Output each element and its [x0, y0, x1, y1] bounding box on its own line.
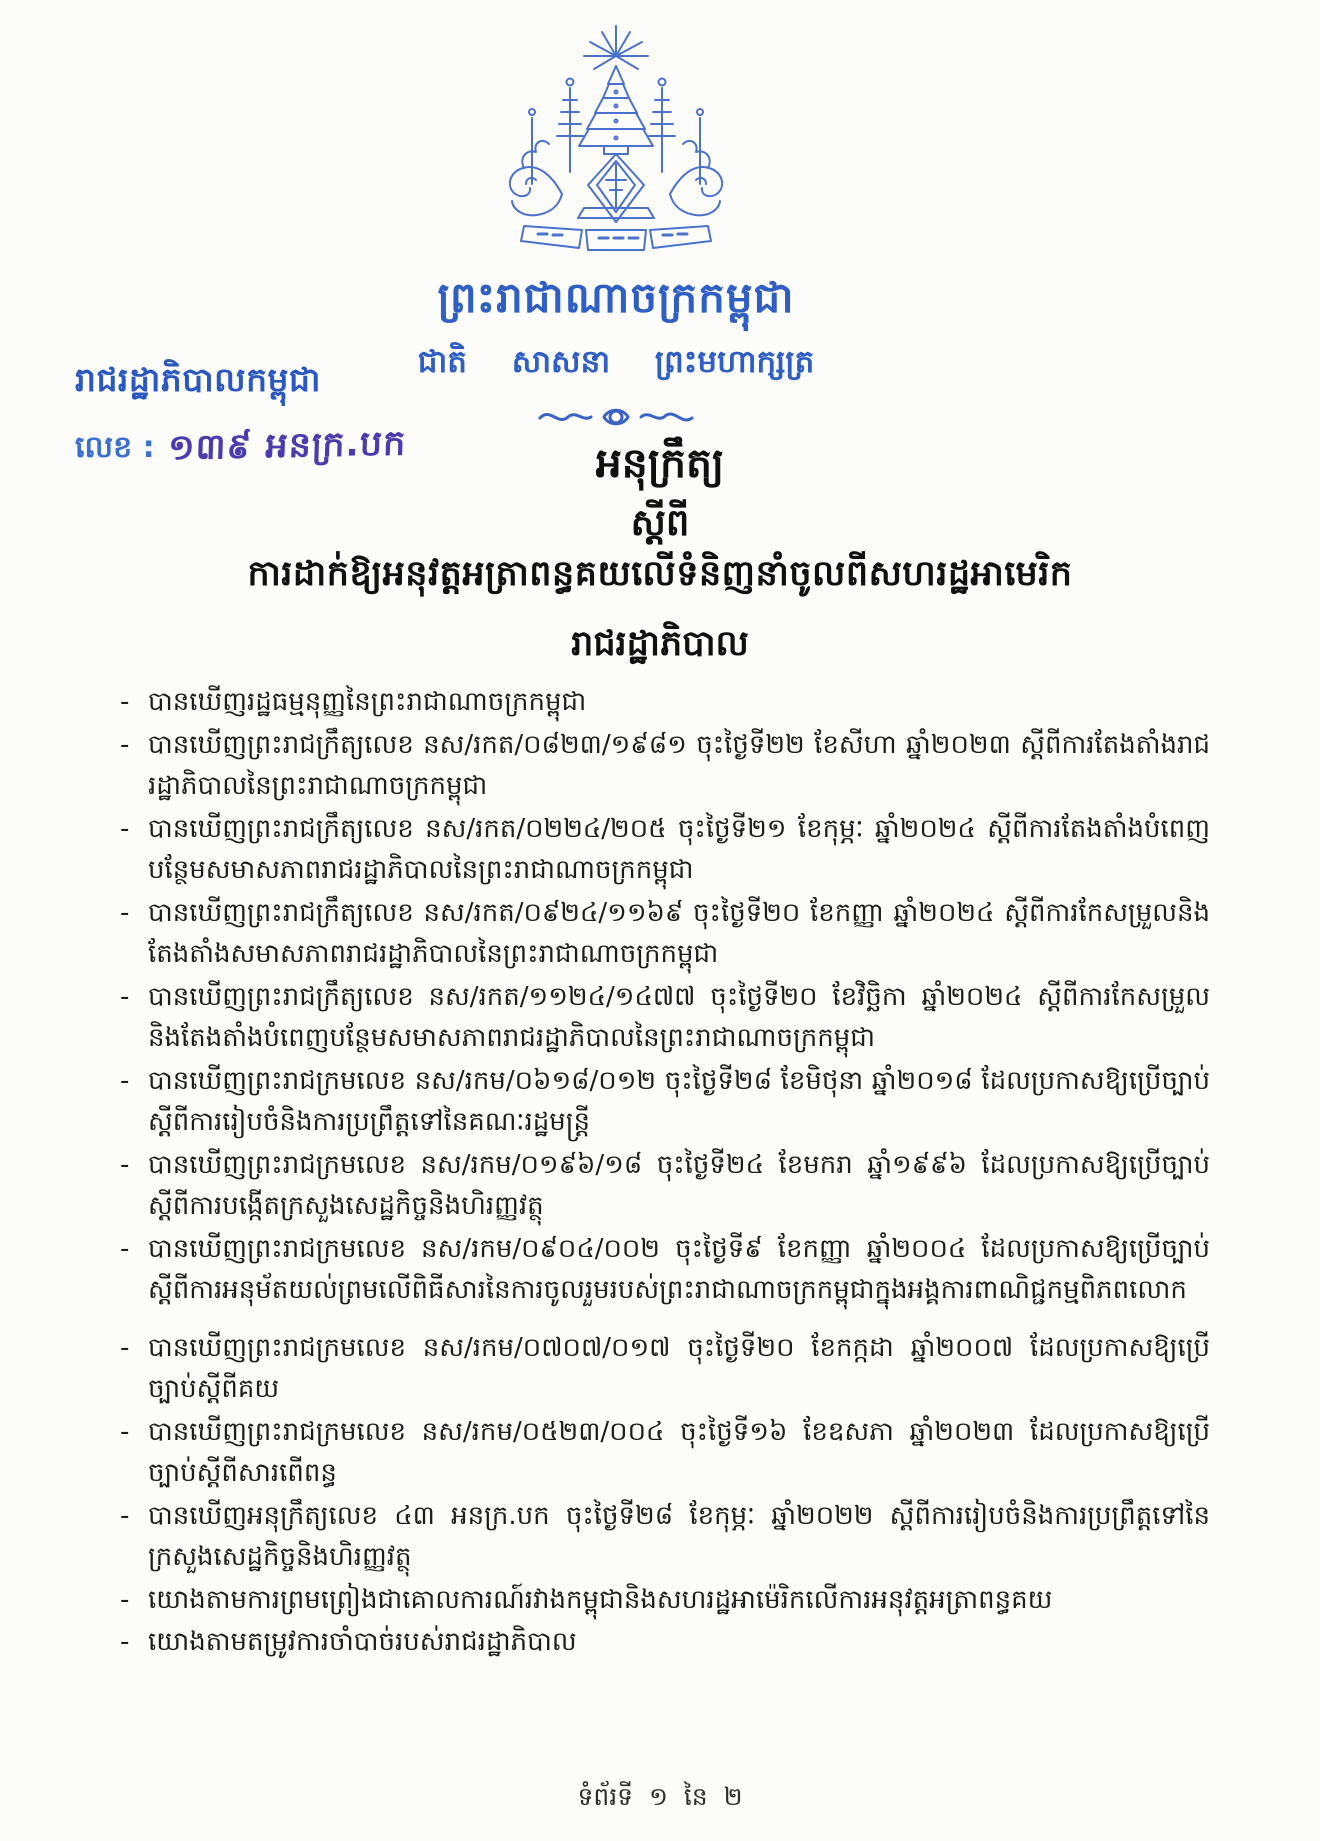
divider-flourish-icon	[536, 404, 696, 430]
citation-text: បានឃើញព្រះរាជក្រមលេខ នស/រកម/០១៩៦/១៨ ចុះថ្ងៃទី២៤ ខែមករា ឆ្នាំ១៩៩៦ ដែលប្រកាសឱ្យប្រើច្បាប់ស្តីពីការបង្កើតក្រសួងសេដ្ឋកិច្ចនិងហិរញ្ញវត្ថុ	[148, 1149, 1210, 1221]
citation-text: បានឃើញព្រះរាជក្រមលេខ នស/រកម/០៩០៤/០០២ ចុះថ្ងៃទី៩ ខែកញ្ញា ឆ្នាំ២០០៤ ដែលប្រកាសឱ្យប្រើច្បាប់ស្តីពីការអនុម័តយល់ព្រមលើពិធីសារនៃការចូលរួមរបស់ព្រះរាជាណាចក្រកម្ពុជាក្នុងអង្គការពាណិជ្ជកម្មពិភពលោក	[148, 1233, 1210, 1305]
citation-text: បានឃើញព្រះរាជក្រឹត្យលេខ នស/រកត/១១២៤/១៤៧៧ ចុះថ្ងៃទី២០ ខែវិច្ឆិកា ឆ្នាំ២០២៤ ស្តីពីការកែសម្រួលនិងតែងតាំងបំពេញបន្ថែមសមាសភាពរាជរដ្ឋាភិបាលនៃព្រះរាជាណាចក្រកម្ពុជា	[148, 981, 1210, 1053]
citation-text: បានឃើញព្រះរាជក្រមលេខ នស/រកម/០៧០៧/០១៧ ចុះថ្ងៃទី២០ ខែកក្កដា ឆ្នាំ២០០៧ ដែលប្រកាសឱ្យប្រើច្បាប់ស្តីពីគយ	[148, 1332, 1210, 1404]
left-standard-icon	[557, 79, 583, 173]
citation-text: បានឃើញព្រះរាជក្រមលេខ នស/រកម/០៦១៨/០១២ ចុះថ្ងៃទី២៨ ខែមិថុនា ឆ្នាំ២០១៨ ដែលប្រកាសឱ្យប្រើច្បាប់ស្តីពីការរៀបចំនិងការប្រព្រឹត្តទៅនៃគណៈរដ្ឋមន្ត្រី	[148, 1065, 1210, 1137]
citation-item	[118, 1622, 1210, 1664]
citation-item	[118, 1580, 1210, 1622]
citation-text: បានឃើញព្រះរាជក្រឹត្យលេខ នស/រកត/០៩២៤/១១៦៩ ចុះថ្ងៃទី២០ ខែកញ្ញា ឆ្នាំ២០២៤ ស្តីពីការកែសម្រួលនិងតែងតាំងសមាសភាពរាជរដ្ឋាភិបាលនៃព្រះរាជាណាចក្រកម្ពុជា	[148, 897, 1210, 969]
number-label: លេខ :	[75, 430, 155, 465]
citation-item	[118, 725, 1210, 808]
citation-bullet: -	[120, 1584, 130, 1615]
citation-item	[118, 977, 1210, 1060]
citation-text: យោងតាមតម្រូវការចាំបាច់របស់រាជរដ្ឋាភិបាល	[148, 1627, 577, 1657]
citation-item	[118, 682, 1210, 724]
citation-bullet: -	[120, 981, 130, 1012]
rays-icon	[584, 26, 648, 69]
page-footer	[0, 1782, 1320, 1818]
citation-bullet: -	[120, 813, 130, 844]
page-indicator: ទំព័រទី ១ នៃ ២	[577, 1782, 743, 1811]
citation-item	[118, 1496, 1210, 1579]
citation-bullet: -	[120, 1233, 130, 1264]
document-type-title: អនុក្រឹត្យ	[595, 439, 725, 487]
royal-arms-emblem-icon	[466, 22, 766, 267]
citation-bullet: -	[120, 897, 130, 928]
citation-item	[118, 893, 1210, 976]
regarding-label: ស្តីពី	[630, 501, 690, 544]
right-standard-icon	[649, 79, 675, 173]
citation-item	[118, 1229, 1210, 1312]
citation-text: បានឃើញព្រះរាជក្រឹត្យលេខ នស/រកត/០៨២៣/១៩៨១ ចុះថ្ងៃទី២២ ខែសីហា ឆ្នាំ២០២៣ ស្តីពីការតែងតាំងរាជរដ្ឋាភិបាលនៃព្រះរាជាណាចក្រកម្ពុជា	[148, 729, 1210, 801]
citation-bullet: -	[120, 1065, 130, 1096]
citation-bullet: -	[120, 1500, 130, 1531]
citation-bullet: -	[120, 687, 130, 717]
citation-item	[118, 1145, 1210, 1228]
citation-item	[118, 1328, 1210, 1411]
issuer-heading: រាជរដ្ឋាភិបាល	[571, 624, 749, 664]
citation-bullet: -	[120, 1332, 130, 1363]
handwritten-document-number: ១៣៩ អនក្រ.បក	[167, 423, 407, 469]
kingdom-title: ព្រះរាជាណាចក្រកម្ពុជា	[437, 273, 795, 322]
citation-text: បានឃើញព្រះរាជក្រឹត្យលេខ នស/រកត/០២២៤/២០៥ ចុះថ្ងៃទី២១ ខែកុម្ភៈ ឆ្នាំ២០២៤ ស្តីពីការតែងតាំងបំពេញបន្ថែមសមាសភាពរាជរដ្ឋាភិបាលនៃព្រះរាជាណាចក្រកម្ពុជា	[148, 813, 1210, 885]
citation-item	[118, 1061, 1210, 1144]
government-label: រាជរដ្ឋាភិបាលកម្ពុជា	[75, 360, 321, 399]
citation-text: បានឃើញអនុក្រឹត្យលេខ ៤៣ អនក្រ.បក ចុះថ្ងៃទី២៨ ខែកុម្ភៈ ឆ្នាំ២០២២ ស្តីពីការរៀបចំនិងការប្រព្រឹត្តទៅនៃក្រសួងសេដ្ឋកិច្ចនិងហិរញ្ញវត្ថុ	[148, 1500, 1210, 1572]
national-motto: ជាតិ សាសនា ព្រះមហាក្សត្រ	[417, 344, 815, 380]
citation-bullet: -	[120, 1149, 130, 1180]
left-lion-icon	[510, 141, 562, 215]
citation-text: យោងតាមការព្រមព្រៀងជាគោលការណ៍រវាងកម្ពុជានិងសហរដ្ឋអាម៉េរិកលើការអនុវត្តអត្រាពន្ធគយ	[148, 1584, 1053, 1615]
citation-text: បានឃើញព្រះរាជក្រមលេខ នស/រកម/០៥២៣/០០៤ ចុះថ្ងៃទី១៦ ខែឧសភា ឆ្នាំ២០២៣ ដែលប្រកាសឱ្យប្រើច្បាប់ស្តីពីសារពើពន្ធ	[148, 1416, 1210, 1488]
citation-item	[118, 809, 1210, 892]
right-lion-icon	[670, 141, 722, 215]
citation-bullet: -	[120, 1416, 130, 1447]
citations-list	[118, 682, 1210, 1665]
citation-bullet: -	[120, 1627, 130, 1657]
citation-item	[118, 1412, 1210, 1495]
citation-bullet: -	[120, 729, 130, 760]
citation-text: បានឃើញរដ្ឋធម្មនុញ្ញនៃព្រះរាជាណាចក្រកម្ពុជា	[148, 687, 587, 717]
subject-title: ការដាក់ឱ្យអនុវត្តអត្រាពន្ធគយលើទំនិញនាំចូលពីសហរដ្ឋអាមេរិក	[247, 554, 1073, 594]
